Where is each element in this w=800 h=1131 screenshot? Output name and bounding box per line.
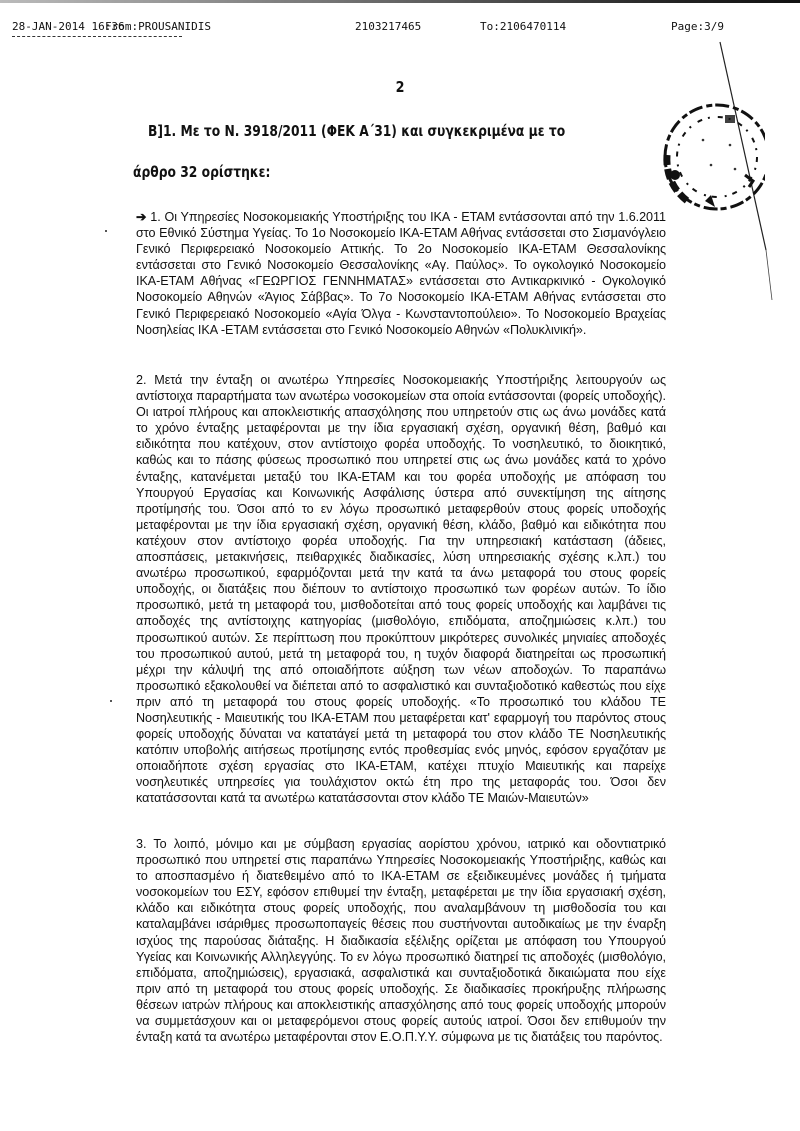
paragraph-3 [136, 836, 666, 1045]
official-seal-stamp-icon [645, 95, 765, 215]
page-number: 2 [395, 78, 405, 96]
scan-speck [110, 700, 112, 702]
fax-from: From:PROUSANIDIS [105, 20, 211, 33]
fax-page-indicator: Page:3/9 [671, 20, 724, 33]
fax-recipient: To:2106470114 [480, 20, 567, 33]
scan-speck [105, 230, 107, 232]
paragraph-2 [136, 372, 666, 807]
section-heading-line-1: Β]1. Με το Ν. 3918/2011 (ΦΕΚ Α΄31) και συγκεκριμένα με το [148, 122, 566, 140]
paragraph-1 [136, 209, 666, 338]
paragraph-text: 3. Το λοιπό, μόνιμο και με σύμβαση εργασίας αορίστου χρόνου, ιατρικό και οδοντιατρικό προσωπικό που υπηρετεί στις παραπάνω Υπηρεσίες Νοσοκομειακής Υποστήριξης, καθώς και το αποσπασμένο ή διατεθειμένο από το ΙΚΑ-ΕΤΑΜ σε εξειδικευμένες μονάδες ή τμήματα νοσοκομείων του ΕΣΥ, εφόσον επιθυμεί την ένταξη, μεταφέρεται με την ίδια εργασιακή σχέση, κλάδο και ειδικότητα στους φορείς υποδοχής, που αναλαμβάνουν τη μισθοδοσία του και καταλαμβάνει ισάριθμες προσωποπαγείς θέσεις που συστήνονται αυτοδικαίως με την έναρξη ισχύος της παρούσας διάταξης. Η διαδικασία εξέλιξης ορίζεται με απόφαση του Υπουργού Υγείας και Κοινωνικής Αλληλεγγύης. Το εν λόγω προσωπικό διατηρεί τις αποδοχές (μισθολόγιο, επιδόματα, αποζημιώσεις), εργασιακά, ασφαλιστικά και συνταξιοδοτικά δικαιώματα που είχε πριν από τη μεταφορά του στους φορείς υποδοχής. Σε διαδικασίες προκήρυξης πλήρωσης θέσεων ιατρών πλήρους και αποκλειστικής απασχόλησης από τους φορείς υποδοχής μπορούν να συμμετάσχουν και οι μεταφερόμενοι στους φορείς αυτούς ιατροί. Όσοι δεν επιθυμούν την ένταξη κατά τα ανωτέρω μεταφέρονται στον Ε.Ο.Π.Υ.Υ. σύμφωνα με τις διατάξεις του παρόντος. [136, 837, 666, 1045]
fax-header-underline [12, 36, 182, 37]
fax-header [0, 20, 800, 40]
section-heading-line-2: άρθρο 32 ορίστηκε: [133, 163, 271, 181]
fax-top-edge [0, 0, 800, 3]
paragraph-text: 2. Μετά την ένταξη οι ανωτέρω Υπηρεσίες Νοσοκομειακής Υποστήριξης λειτουργούν ως αντίστοιχα παραρτήματα των ανωτέρω νοσοκομείων στα οποία εντάσσονται (φορείς υποδοχής). Οι ιατροί πλήρους και αποκλειστικής απασχόλησης που υπηρετούν στις ως άνω μονάδες κατά το χρόνο ένταξης μεταφέρονται με την ίδια εργασιακή σχέση, οργανική θέση, βαθμό και ειδικότητα που κατέχουν, στον αντίστοιχο φορέα υποδοχής. Το νοσηλευτικό, το διοικητικό, καθώς και το πάσης φύσεως προσωπικό που υπηρετεί στις ως άνω μονάδες κατά το χρόνο ένταξης, κατανέμεται μεταξύ του ΙΚΑ-ΕΤΑΜ και του φορέα υποδοχής με απόφαση του Υπουργού Εργασίας και Κοινωνικής Ασφάλισης ύστερα από συνεκτίμηση της αίτησης προτίμησής του. Όσοι από το εν λόγω προσωπικό μεταφερθούν στους φορείς υποδοχής μεταφέρονται με την ίδια εργασιακή σχέση, οργανική θέση, κλάδο, βαθμό και ειδικότητα που κατέχουν στον αντίστοιχο φορέα υποδοχής. Για την υπηρεσιακή κατάσταση (άδειες, αποσπάσεις, μετακινήσεις, πειθαρχικές διαδικασίες, λύση υπηρεσιακής σχέσης κ.λπ.) του ανωτέρω προσωπικού, εφαρμόζονται μετά την κατά τα άνω μεταφορά του στους φορείς υποδοχής, οι διατάξεις που διέπουν το αντίστοιχο προσωπικό των φορέων αυτών. Το ίδιο προσωπικό, μετά τη μεταφορά του, μισθοδοτείται από τους φορείς υποδοχής και λαμβάνει τις αποδοχές της αντίστοιχης κατηγορίας (μισθολόγιο, επιδόματα, αποζημιώσεις κ.λπ.) του προσωπικού αυτών. Σε περίπτωση που προκύπτουν μικρότερες συνολικές μηνιαίες αποδοχές του προσωπικού αυτού, μετά τη μεταφορά του, η τυχόν διαφορά διατηρείται ως προσωπική μέχρι την κάλυψή της από οποιαδήποτε αύξηση των νέων αποδοχών. Το παραπάνω προσωπικό εξακολουθεί να διέπεται από το ασφαλιστικό και συνταξιοδοτικό καθεστώς που είχε πριν από τη μεταφορά του στους φορείς υποδοχής. «Το προσωπικό του κλάδου ΤΕ Νοσηλευτικής - Μαιευτικής του ΙΚΑ-ΕΤΑΜ που μεταφέρεται κατ' εφαρμογή του παρόντος στους φορείς υποδοχής δύναται να κατατάγεί μετά τη μεταφορά του στον κλάδο ΤΕ Νοσηλευτικής κατόπιν υποβολής αιτήσεως προτίμησης εντός προθεσμίας ενός μηνός, εφόσον εργαζόταν με οποιαδήποτε σχέση εργασίας στο ΙΚΑ-ΕΤΑΜ, κατέχει πτυχίο Μαιευτικής και παρείχε νοσηλευτικές υπηρεσίες για τουλάχιστον οκτώ έτη προ της μεταφοράς του. Όσοι δεν κατατάσσονται κατά τα ανωτέρω κατατάσσονται στον κλάδο ΤΕ Μαιών-Μαιευτών» [136, 373, 666, 806]
arrow-right-icon: ➔ [136, 210, 147, 224]
paragraph-text: 1. Οι Υπηρεσίες Νοσοκομειακής Υποστήριξης του ΙΚΑ - ΕΤΑΜ εντάσσονται από την 1.6.2011 στο Εθνικό Σύστημα Υγείας. Το 1ο Νοσοκομείο ΙΚΑ-ΕΤΑΜ Αθήνας εντάσσεται στο Σισμανόγλειο Γενικό Περιφερειακό Νοσοκομείο Αττικής. Το 2ο Νοσοκομείο ΙΚΑ-ΕΤΑΜ Θεσσαλονίκης εντάσσεται στο Γενικό Νοσοκομείο Θεσσαλονίκης «Αγ. Παύλος». Το ογκολογικό Νοσοκομείο ΙΚΑ-ΕΤΑΜ Αθήνας «ΓΕΩΡΓΙΟΣ ΓΕΝΝΗΜΑΤΑΣ» εντάσσεται στο Αντικαρκινικό - Ογκολογικό Νοσοκομείο Αθηνών «Άγιος Σάββας». Το 7ο Νοσοκομείο ΙΚΑ-ΕΤΑΜ Αθήνας εντάσσεται στο Γενικό Περιφερειακό Νοσοκομείο «Αγία Όλγα - Κωνσταντοπούλειο». Το Νοσοκομείο Βραχείας Νοσηλείας ΙΚΑ -ΕΤΑΜ εντάσσεται στο Γενικό Νοσοκομείο Αθηνών «Πολυκλινική». [136, 210, 666, 337]
fax-sender-number: 2103217465 [355, 20, 422, 33]
fax-date-time: 28-JAN-2014 16:36 [12, 20, 125, 33]
